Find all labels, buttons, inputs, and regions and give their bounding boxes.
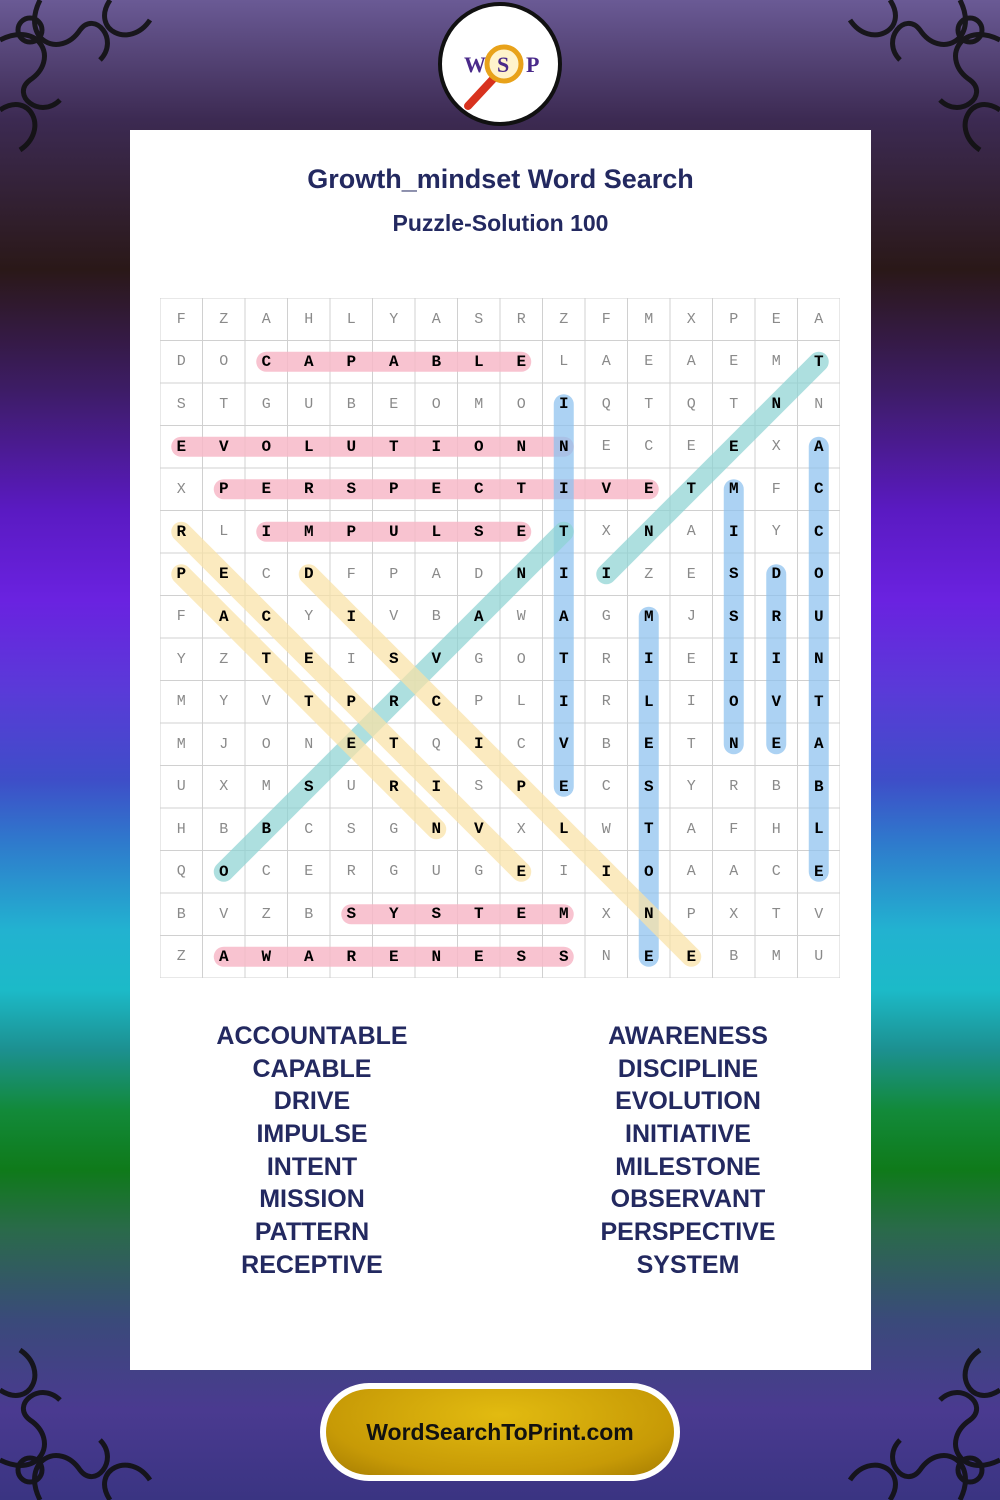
grid-cell: I xyxy=(686,693,696,711)
grid-cell: T xyxy=(388,437,399,456)
grid-cell: S xyxy=(474,310,484,328)
grid-cell: L xyxy=(303,437,314,456)
grid-cell: Q xyxy=(601,395,611,413)
grid-cell: A xyxy=(814,310,824,328)
grid-cell: N xyxy=(813,650,824,669)
grid-cell: R xyxy=(346,947,357,966)
word-list-item: OBSERVANT xyxy=(610,1185,766,1214)
grid-cell: E xyxy=(771,310,781,328)
word-list-item: MILESTONE xyxy=(615,1152,761,1181)
word-list-item: PATTERN xyxy=(254,1218,370,1247)
grid-cell: N xyxy=(431,820,442,839)
grid-cell: M xyxy=(261,778,271,796)
grid-cell: N xyxy=(601,948,611,966)
grid-cell: A xyxy=(813,437,824,456)
grid-cell: U xyxy=(304,395,314,413)
grid-cell: R xyxy=(601,693,611,711)
grid-cell: O xyxy=(219,353,229,371)
grid-cell: D xyxy=(474,565,484,583)
grid-cell: E xyxy=(304,863,314,881)
grid-cell: U xyxy=(431,863,441,881)
grid-cell: B xyxy=(813,777,824,796)
word-list-item: AWARENESS xyxy=(608,1022,768,1050)
grid-cell: E xyxy=(813,862,824,881)
grid-cell: S xyxy=(643,777,654,796)
grid-cell: I xyxy=(473,735,484,754)
grid-cell: C xyxy=(813,522,824,541)
grid-cell: T xyxy=(516,480,527,499)
grid-cell: E xyxy=(686,565,696,583)
grid-cell: P xyxy=(389,565,399,583)
grid-cell: Z xyxy=(219,310,229,328)
grid-cell: I xyxy=(346,650,356,668)
grid-cell: T xyxy=(644,395,654,413)
grid-cell: L xyxy=(813,820,824,839)
grid-cell: S xyxy=(346,905,357,924)
grid-cell: M xyxy=(771,353,781,371)
grid-cell: E xyxy=(473,947,484,966)
grid-cell: L xyxy=(431,522,442,541)
grid-cell: L xyxy=(219,523,229,541)
grid-cell: O xyxy=(516,650,526,668)
word-list-item: CAPABLE xyxy=(252,1054,372,1083)
grid-cell: H xyxy=(304,310,314,328)
grid-cell: G xyxy=(601,608,611,626)
grid-cell: P xyxy=(346,522,357,541)
grid-cell: L xyxy=(558,820,569,839)
grid-cell: L xyxy=(473,352,484,371)
grid-cell: E xyxy=(303,650,314,669)
grid-cell: B xyxy=(431,608,441,626)
grid-cell: X xyxy=(771,438,781,456)
grid-cell: E xyxy=(643,480,654,499)
grid-cell: Y xyxy=(389,310,399,328)
word-list-item: PERSPECTIVE xyxy=(600,1218,776,1247)
grid-cell: S xyxy=(388,650,399,669)
grid-cell: E xyxy=(728,437,739,456)
grid-cell: O xyxy=(728,692,739,711)
grid-cell: T xyxy=(219,395,229,413)
grid-cell: S xyxy=(176,395,186,413)
grid-cell: E xyxy=(431,480,442,499)
grid-cell: M xyxy=(728,480,739,499)
grid-cell: A xyxy=(431,310,441,328)
word-list-right-column xyxy=(538,1020,838,1282)
grid-cell: F xyxy=(346,565,356,583)
grid-cell: C xyxy=(431,692,442,711)
grid-cell: A xyxy=(261,310,271,328)
grid-cell: X xyxy=(219,778,229,796)
word-list-item: DRIVE xyxy=(273,1087,351,1116)
grid-cell: S xyxy=(473,522,484,541)
grid-cell: S xyxy=(728,607,739,626)
grid-cell: N xyxy=(304,735,314,753)
grid-cell: A xyxy=(601,353,611,371)
grid-cell: B xyxy=(219,820,229,838)
grid-cell: T xyxy=(729,395,739,413)
grid-cell: R xyxy=(303,480,314,499)
grid-cell: V xyxy=(261,693,271,711)
grid-cell: E xyxy=(176,437,187,456)
grid-cell: L xyxy=(346,310,356,328)
grid-cell: E xyxy=(218,565,229,584)
word-list-item: SYSTEM xyxy=(636,1250,740,1279)
grid-cell: Y xyxy=(176,650,186,668)
grid-cell: P xyxy=(686,905,696,923)
grid-cell: L xyxy=(559,353,569,371)
grid-cell: P xyxy=(474,693,484,711)
grid-cell: G xyxy=(261,395,271,413)
grid-cell: A xyxy=(729,863,739,881)
grid-cell: C xyxy=(261,565,271,583)
grid-cell: O xyxy=(643,862,654,881)
grid-cell: T xyxy=(261,650,272,669)
grid-cell: P xyxy=(729,310,739,328)
grid-cell: X xyxy=(729,905,739,923)
grid-cell: J xyxy=(219,735,229,753)
word-list-item: RECEPTIVE xyxy=(241,1250,383,1279)
word-list-left-column xyxy=(162,1020,462,1282)
grid-cell: T xyxy=(686,735,696,753)
grid-cell: Z xyxy=(176,948,186,966)
grid-cell: T xyxy=(771,905,781,923)
grid-cell: M xyxy=(176,693,186,711)
grid-cell: R xyxy=(388,692,399,711)
grid-cell: E xyxy=(346,735,357,754)
grid-cell: I xyxy=(558,480,569,499)
grid-cell: C xyxy=(601,778,611,796)
grid-cell: W xyxy=(516,608,526,626)
grid-cell: X xyxy=(176,480,186,498)
grid-cell: B xyxy=(346,395,356,413)
grid-cell: N xyxy=(643,905,654,924)
grid-cell: N xyxy=(516,437,527,456)
grid-cell: S xyxy=(516,947,527,966)
grid-cell: E xyxy=(516,352,527,371)
grid-cell: Q xyxy=(176,863,186,881)
grid-cell: V xyxy=(473,820,484,839)
grid-cell: A xyxy=(218,947,229,966)
grid-cell: N xyxy=(558,437,569,456)
grid-cell: A xyxy=(813,735,824,754)
grid-cell: S xyxy=(431,905,442,924)
grid-cell: E xyxy=(644,353,654,371)
word-list-item: INTENT xyxy=(266,1152,358,1181)
grid-cell: S xyxy=(303,777,314,796)
grid-cell: M xyxy=(558,905,569,924)
grid-cell: A xyxy=(686,820,696,838)
grid-cell: C xyxy=(813,480,824,499)
grid-cell: M xyxy=(643,607,654,626)
page-title: Growth_mindset Word Search xyxy=(307,164,694,194)
grid-cell: H xyxy=(176,820,186,838)
grid-cell: I xyxy=(558,692,569,711)
grid-cell: H xyxy=(771,820,781,838)
grid-cell: I xyxy=(601,565,612,584)
grid-cell: N xyxy=(771,395,782,414)
grid-cell: R xyxy=(516,310,526,328)
grid-cell: V xyxy=(218,437,229,456)
grid-cell: V xyxy=(431,650,442,669)
grid-cell: O xyxy=(813,565,824,584)
grid-cell: I xyxy=(346,607,357,626)
grid-cell: X xyxy=(601,523,611,541)
grid-cell: V xyxy=(601,480,612,499)
grid-cell: P xyxy=(516,777,527,796)
grid-cell: I xyxy=(261,522,272,541)
grid-cell: B xyxy=(771,778,781,796)
grid-cell: F xyxy=(771,480,781,498)
grid-cell: G xyxy=(389,820,399,838)
grid-cell: I xyxy=(728,650,739,669)
grid-cell: R xyxy=(346,863,356,881)
grid-cell: S xyxy=(346,480,357,499)
grid-cell: E xyxy=(389,395,399,413)
grid-cell: V xyxy=(389,608,399,626)
grid-cell: F xyxy=(176,608,186,626)
grid-cell: G xyxy=(474,650,484,668)
grid-cell: U xyxy=(814,948,824,966)
grid-cell: S xyxy=(474,778,484,796)
grid-cell: R xyxy=(388,777,399,796)
grid-cell: C xyxy=(261,352,272,371)
grid-cell: P xyxy=(388,480,399,499)
grid-cell: Y xyxy=(304,608,314,626)
grid-cell: O xyxy=(516,395,526,413)
word-search-grid xyxy=(160,298,840,978)
grid-cell: M xyxy=(176,735,186,753)
grid-cell: A xyxy=(431,565,441,583)
grid-cell: T xyxy=(388,735,399,754)
grid-cell: V xyxy=(814,905,824,923)
word-list-item: INITIATIVE xyxy=(625,1120,751,1149)
grid-cell: O xyxy=(218,862,229,881)
grid-cell: N xyxy=(814,395,824,413)
grid-cell: E xyxy=(643,947,654,966)
svg-text:S: S xyxy=(497,52,510,77)
grid-cell: E xyxy=(686,947,697,966)
grid-cell: Y xyxy=(388,905,399,924)
grid-cell: R xyxy=(729,778,739,796)
grid-cell: P xyxy=(346,692,357,711)
grid-cell: A xyxy=(686,863,696,881)
grid-cell: A xyxy=(686,353,696,371)
grid-cell: S xyxy=(728,565,739,584)
grid-cell: X xyxy=(516,820,526,838)
grid-cell: R xyxy=(176,522,187,541)
grid-cell: Z xyxy=(559,310,569,328)
grid-cell: B xyxy=(729,948,739,966)
grid-cell: C xyxy=(473,480,484,499)
grid-cell: F xyxy=(601,310,611,328)
grid-cell: E xyxy=(771,735,782,754)
grid-cell: E xyxy=(516,522,527,541)
grid-cell: A xyxy=(303,352,314,371)
grid-cell: C xyxy=(261,863,271,881)
grid-cell: Q xyxy=(431,735,441,753)
grid-cell: I xyxy=(558,395,569,414)
grid-cell: T xyxy=(558,522,569,541)
grid-cell: T xyxy=(643,820,654,839)
grid-cell: I xyxy=(559,863,569,881)
word-list-item: IMPULSE xyxy=(256,1120,368,1149)
grid-cell: T xyxy=(558,650,569,669)
word-list-item: DISCIPLINE xyxy=(617,1054,759,1083)
grid-cell: A xyxy=(473,607,484,626)
grid-cell: A xyxy=(218,607,229,626)
grid-cell: M xyxy=(644,310,654,328)
grid-cell: I xyxy=(601,862,612,881)
grid-cell: N xyxy=(431,947,442,966)
grid-cell: G xyxy=(389,863,399,881)
grid-cell: C xyxy=(771,863,781,881)
grid-cell: Y xyxy=(771,523,781,541)
grid-cell: E xyxy=(516,905,527,924)
grid-cell: I xyxy=(771,650,782,669)
grid-cell: P xyxy=(176,565,187,584)
grid-cell: T xyxy=(813,692,824,711)
word-list-item: MISSION xyxy=(259,1185,365,1214)
grid-cell: R xyxy=(771,607,782,626)
grid-cell: U xyxy=(176,778,186,796)
grid-cell: M xyxy=(303,522,314,541)
grid-cell: I xyxy=(431,777,442,796)
grid-cell: E xyxy=(686,438,696,456)
grid-cell: V xyxy=(771,692,782,711)
grid-cell: P xyxy=(346,352,357,371)
grid-cell: M xyxy=(771,948,781,966)
svg-text:P: P xyxy=(526,52,540,77)
grid-cell: M xyxy=(474,395,484,413)
grid-cell: I xyxy=(558,565,569,584)
wsp-logo xyxy=(438,2,562,126)
grid-cell: C xyxy=(261,607,272,626)
grid-cell: A xyxy=(388,352,399,371)
grid-cell: W xyxy=(601,820,611,838)
grid-cell: B xyxy=(431,352,442,371)
word-list-item: EVOLUTION xyxy=(615,1087,761,1116)
grid-cell: A xyxy=(686,523,696,541)
grid-cell: U xyxy=(388,522,399,541)
grid-cell: C xyxy=(516,735,526,753)
website-button-label: WordSearchToPrint.com xyxy=(326,1389,674,1475)
grid-cell: C xyxy=(644,438,654,456)
grid-cell: U xyxy=(813,607,824,626)
grid-cell: B xyxy=(304,905,314,923)
grid-cell: V xyxy=(219,905,229,923)
grid-cell: Q xyxy=(686,395,696,413)
grid-cell: R xyxy=(601,650,611,668)
grid-cell: S xyxy=(558,947,569,966)
grid-cell: X xyxy=(601,905,611,923)
grid-cell: A xyxy=(558,607,569,626)
grid-cell: T xyxy=(303,692,314,711)
grid-cell: E xyxy=(558,777,569,796)
grid-cell: E xyxy=(729,353,739,371)
grid-cell: U xyxy=(346,778,356,796)
page-subtitle: Puzzle-Solution 100 xyxy=(392,210,609,236)
grid-cell: J xyxy=(686,608,696,626)
grid-cell: F xyxy=(176,310,186,328)
grid-cell: Y xyxy=(219,693,229,711)
grid-cell: G xyxy=(474,863,484,881)
grid-cell: N xyxy=(643,522,654,541)
grid-cell: D xyxy=(771,565,782,584)
website-button[interactable] xyxy=(320,1383,680,1481)
grid-cell: Y xyxy=(686,778,696,796)
grid-cell: O xyxy=(473,437,484,456)
grid-cell: E xyxy=(516,862,527,881)
grid-cell: D xyxy=(303,565,314,584)
grid-cell: O xyxy=(261,735,271,753)
grid-cell: T xyxy=(813,352,824,371)
grid-cell: I xyxy=(728,522,739,541)
grid-cell: I xyxy=(643,650,654,669)
grid-cell: X xyxy=(686,310,696,328)
grid-cell: Z xyxy=(219,650,229,668)
magnifier-icon xyxy=(442,6,558,122)
grid-cell: C xyxy=(304,820,314,838)
grid-cell: I xyxy=(431,437,442,456)
grid-cell: E xyxy=(686,650,696,668)
grid-cell: P xyxy=(218,480,229,499)
grid-cell: N xyxy=(516,565,527,584)
grid-cell: L xyxy=(643,692,654,711)
grid-cell: T xyxy=(473,905,484,924)
grid-cell: S xyxy=(346,820,356,838)
grid-cell: E xyxy=(643,735,654,754)
grid-cell: B xyxy=(601,735,611,753)
grid-cell: B xyxy=(261,820,272,839)
grid-cell: B xyxy=(176,905,186,923)
grid-cell: O xyxy=(261,437,272,456)
grid-cell: E xyxy=(601,438,611,456)
grid-cell: T xyxy=(686,480,697,499)
grid-cell: O xyxy=(431,395,441,413)
grid-cell: W xyxy=(261,947,272,966)
grid-cell: L xyxy=(516,693,526,711)
grid-cell: N xyxy=(728,735,739,754)
grid-cell: E xyxy=(388,947,399,966)
grid-cell: E xyxy=(261,480,272,499)
word-list-item: ACCOUNTABLE xyxy=(216,1022,408,1050)
grid-cell: F xyxy=(729,820,739,838)
grid-cell: D xyxy=(176,353,186,371)
grid-cell: A xyxy=(303,947,314,966)
grid-cell: U xyxy=(346,437,357,456)
grid-cell: Z xyxy=(644,565,654,583)
svg-text:W: W xyxy=(464,52,486,77)
grid-cell: V xyxy=(558,735,569,754)
grid-cell: Z xyxy=(261,905,271,923)
